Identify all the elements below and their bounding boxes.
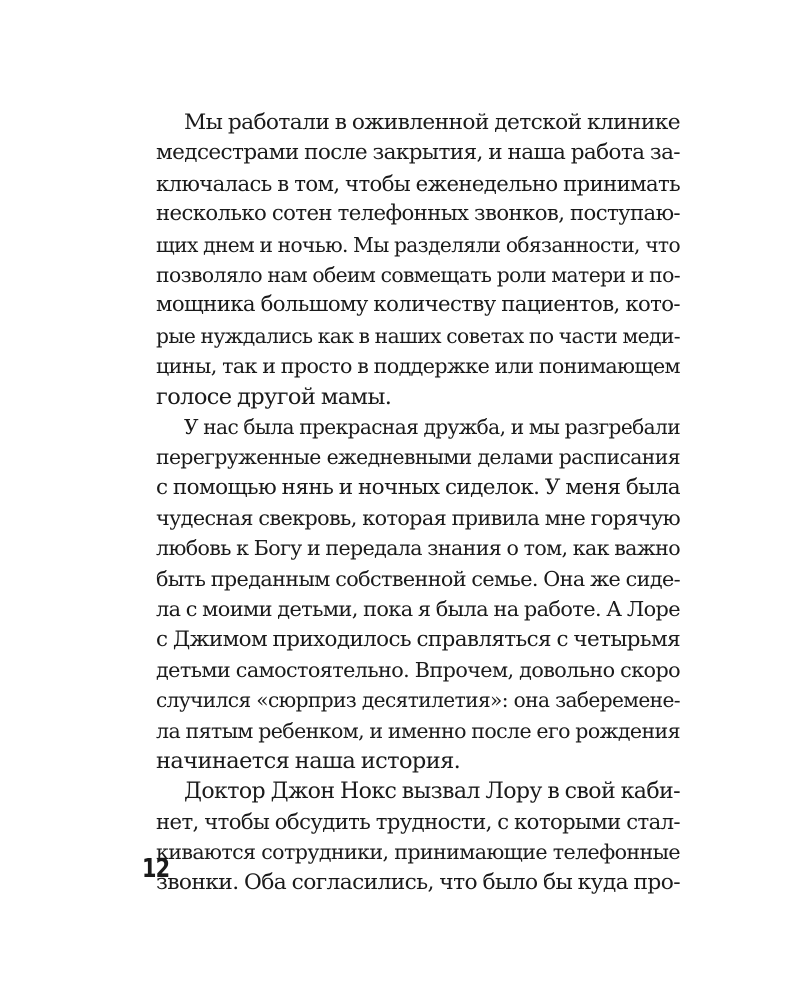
text-line: звонки. Оба согласились, что было бы куда про- bbox=[156, 869, 680, 895]
text-line: начинается наша история. bbox=[156, 748, 461, 775]
text-line: мощника большому количеству пациентов, кото- bbox=[156, 292, 680, 318]
body-text bbox=[156, 108, 680, 898]
text-line: позволяло нам обеим совмещать роли матери и по- bbox=[156, 262, 680, 287]
text-line: с помощью нянь и ночных сиделок. У меня была bbox=[156, 474, 680, 500]
text-line: киваются сотрудники, принимающие телефонные bbox=[156, 840, 680, 865]
text-line: чудесная свекровь, которая привила мне горячую bbox=[156, 506, 680, 531]
text-line: перегруженные ежедневными делами расписания bbox=[156, 445, 680, 470]
text-line: случился «сюрприз десятилетия»: она забеременe- bbox=[156, 688, 680, 713]
text-line: с Джимом приходилось справляться с четырьмя bbox=[156, 626, 680, 652]
text-line: медсестрами после закрытия, и наша работа за- bbox=[156, 140, 680, 166]
text-line: ключалась в том, чтобы еженедельно принимать bbox=[156, 170, 680, 196]
text-line: быть преданным собственной семье. Она же сиде- bbox=[156, 566, 680, 591]
text-line: ла пятым ребенком, и именно после его рождения bbox=[156, 718, 680, 743]
text-line: цины, так и просто в поддержке или понимающем bbox=[156, 354, 680, 379]
text-line: ла с моими детьми, пока я была на работе. А Лоре bbox=[156, 597, 680, 622]
text-line: Доктор Джон Нокс вызвал Лору в свой каби- bbox=[184, 778, 680, 804]
paragraph-3 bbox=[156, 777, 680, 899]
text-line: голосе другой мамы. bbox=[156, 383, 392, 410]
text-line: щих днем и ночью. Мы разделяли обязанности, что bbox=[156, 232, 680, 257]
paragraph-1 bbox=[156, 108, 680, 412]
text-line: рые нуждались как в наших советах по части меди- bbox=[156, 323, 680, 348]
text-line: У нас была прекрасная дружба, и мы разгребали bbox=[184, 414, 680, 439]
text-line: детьми самостоятельно. Впрочем, довольно скоро bbox=[156, 658, 680, 683]
text-line: любовь к Богу и передала знания о том, как важно bbox=[156, 536, 680, 561]
text-line: нет, чтобы обсудить трудности, с которыми стал- bbox=[156, 808, 680, 834]
page-number: 12 bbox=[142, 854, 170, 884]
paragraph-2 bbox=[156, 412, 680, 777]
text-line: Мы работали в оживленной детской клинике bbox=[184, 110, 680, 135]
text-line: несколько сотен телефонных звонков, поступаю- bbox=[156, 201, 680, 227]
